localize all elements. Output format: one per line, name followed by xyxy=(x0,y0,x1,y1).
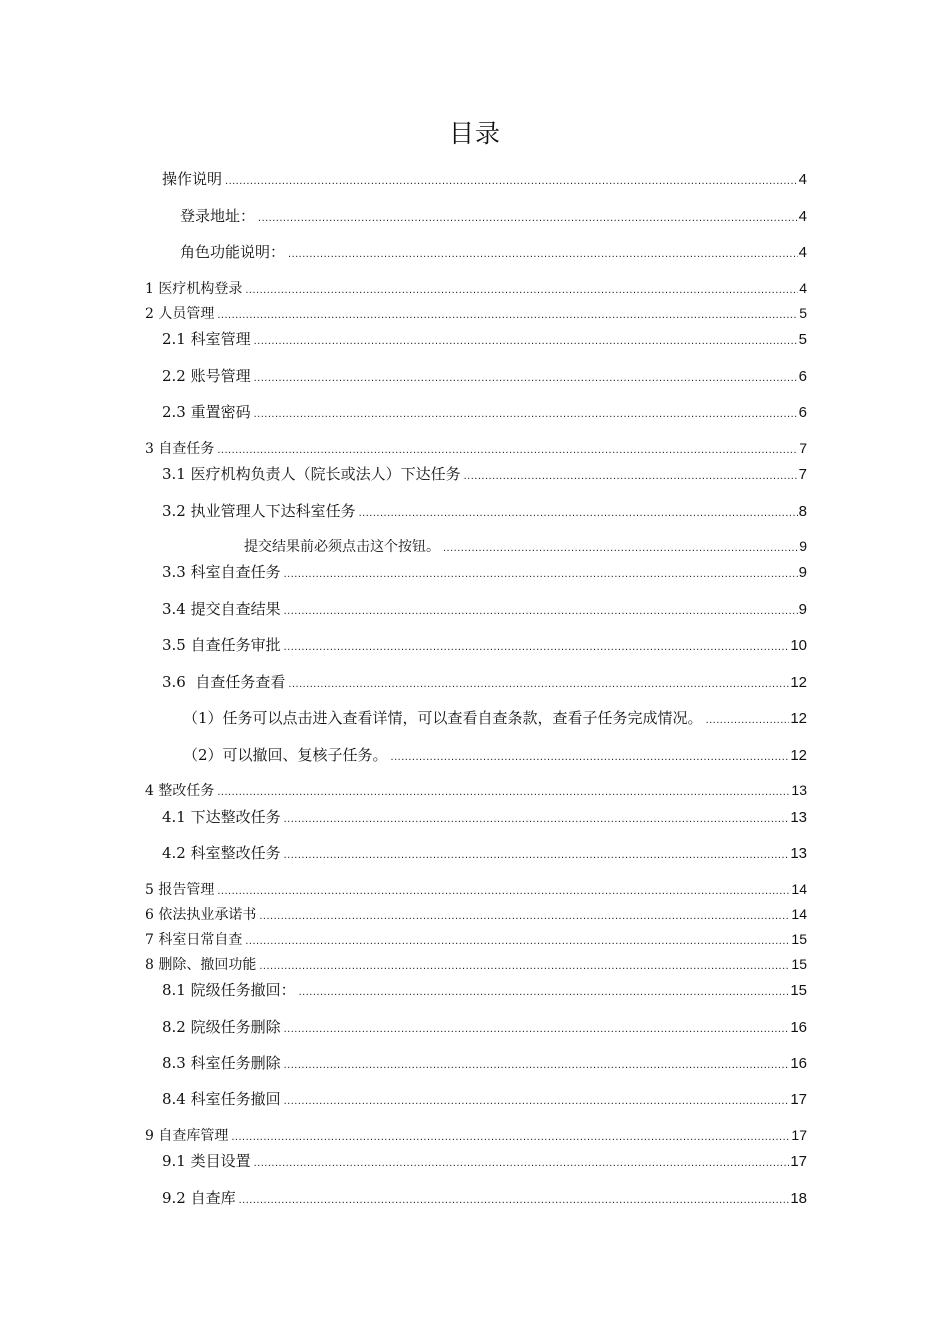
dot-leader xyxy=(288,245,798,263)
toc-page-number: 17 xyxy=(790,1153,807,1170)
toc-entry-section-3-5[interactable] xyxy=(162,636,807,654)
toc-entry-submit-button-note[interactable] xyxy=(244,537,807,555)
dot-leader xyxy=(217,882,790,900)
toc-page-number: 15 xyxy=(791,931,807,947)
toc-entry-section-9-1[interactable] xyxy=(162,1152,807,1170)
dot-leader xyxy=(706,711,790,729)
toc-page-number: 4 xyxy=(798,208,807,225)
dot-leader xyxy=(245,932,790,950)
toc-page-number: 14 xyxy=(791,881,807,897)
toc-entry-label: 2.1 科室管理 xyxy=(162,330,251,348)
dot-leader xyxy=(254,332,798,350)
toc-entry-section-8-1[interactable] xyxy=(162,981,807,999)
dot-leader xyxy=(284,810,790,828)
toc-entry-label: 3.4 提交自查结果 xyxy=(162,600,281,618)
toc-entry-label: 5 报告管理 xyxy=(145,882,215,898)
toc-entry-section-2-2[interactable] xyxy=(162,367,807,385)
dot-leader xyxy=(284,638,790,656)
toc-title: 目录 xyxy=(448,119,501,148)
toc-entry-label: 3.6 自查任务查看 xyxy=(162,673,286,691)
toc-entry-section-2-3[interactable] xyxy=(162,403,807,421)
toc-entry-role-functions[interactable] xyxy=(180,243,807,261)
toc-entry-section-3-3[interactable] xyxy=(162,563,807,581)
toc-page-number: 16 xyxy=(790,1019,807,1036)
toc-entry-section-4-1[interactable] xyxy=(162,808,807,826)
dot-leader xyxy=(239,1191,790,1209)
toc-page-number: 4 xyxy=(798,244,807,261)
dot-leader xyxy=(254,405,798,423)
toc-entry-login-address[interactable] xyxy=(180,207,807,225)
toc-page-number: 12 xyxy=(790,674,807,691)
toc-page-number: 9 xyxy=(798,601,807,618)
dot-leader xyxy=(464,467,798,485)
toc-page-number: 13 xyxy=(790,845,807,862)
toc-entry-section-9[interactable] xyxy=(145,1126,807,1144)
toc-entry-label: 8.3 科室任务删除 xyxy=(162,1054,281,1072)
dot-leader xyxy=(225,172,798,190)
dot-leader xyxy=(217,441,798,459)
dot-leader xyxy=(284,846,790,864)
toc-entry-section-7[interactable] xyxy=(145,930,807,948)
toc-entry-label: 8.2 院级任务删除 xyxy=(162,1018,281,1036)
toc-entry-section-8-2[interactable] xyxy=(162,1018,807,1036)
toc-entry-label: 登录地址： xyxy=(180,207,256,225)
toc-page-number: 17 xyxy=(791,1127,807,1143)
toc-page-number: 12 xyxy=(790,747,807,764)
toc-entry-section-4[interactable] xyxy=(145,781,807,799)
toc-entry-label: 7 科室日常自查 xyxy=(145,932,243,948)
toc-entry-operation-guide[interactable] xyxy=(162,170,807,188)
toc-page-number: 16 xyxy=(790,1055,807,1072)
toc-page-number: 15 xyxy=(790,982,807,999)
toc-entry-section-3[interactable] xyxy=(145,439,807,457)
toc-page-number: 14 xyxy=(791,906,807,922)
toc-entry-section-3-1[interactable] xyxy=(162,465,807,483)
dot-leader xyxy=(245,281,798,299)
toc-page-number: 7 xyxy=(799,440,807,456)
toc-entry-label: 2.2 账号管理 xyxy=(162,367,251,385)
toc-page-number: 6 xyxy=(798,368,807,385)
toc-page-number: 5 xyxy=(799,305,807,321)
toc-entry-section-8-3[interactable] xyxy=(162,1054,807,1072)
toc-entry-label: 3 自查任务 xyxy=(145,441,215,457)
toc-entry-section-6[interactable] xyxy=(145,905,807,923)
toc-entry-label: 8.4 科室任务撤回 xyxy=(162,1090,281,1108)
toc-entry-label: 4.2 科室整改任务 xyxy=(162,844,281,862)
toc-entry-section-5[interactable] xyxy=(145,880,807,898)
dot-leader xyxy=(288,675,789,693)
toc-page-number: 9 xyxy=(798,564,807,581)
toc-entry-label: 提交结果前必须点击这个按钮。 xyxy=(244,539,440,555)
toc-page-number: 4 xyxy=(798,171,807,188)
toc-page-number: 17 xyxy=(790,1091,807,1108)
dot-leader xyxy=(217,306,798,324)
dot-leader xyxy=(299,983,790,1001)
toc-entry-label: 4 整改任务 xyxy=(145,783,215,799)
toc-entry-withdraw-review-note[interactable] xyxy=(183,746,807,764)
toc-entry-label: 8 删除、撤回功能 xyxy=(145,957,257,973)
toc-entry-label: 3.5 自查任务审批 xyxy=(162,636,281,654)
toc-entry-section-3-2[interactable] xyxy=(162,502,807,520)
dot-leader xyxy=(284,1056,790,1074)
toc-entry-label: 角色功能说明： xyxy=(180,243,286,261)
toc-entry-label: 9.1 类目设置 xyxy=(162,1152,251,1170)
toc-entry-label: 3.2 执业管理人下达科室任务 xyxy=(162,502,356,520)
dot-leader xyxy=(231,1128,790,1146)
toc-page-number: 13 xyxy=(790,809,807,826)
toc-entry-section-4-2[interactable] xyxy=(162,844,807,862)
toc-entry-section-3-6[interactable] xyxy=(162,673,807,691)
toc-page-number: 18 xyxy=(790,1190,807,1207)
toc-entry-label: 9.2 自查库 xyxy=(162,1189,236,1207)
dot-leader xyxy=(217,783,790,801)
dot-leader xyxy=(284,1092,790,1110)
toc-entry-label: 4.1 下达整改任务 xyxy=(162,808,281,826)
dot-leader xyxy=(259,907,790,925)
toc-page-number: 8 xyxy=(798,503,807,520)
dot-leader xyxy=(284,602,798,620)
toc-page-number: 10 xyxy=(790,637,807,654)
toc-page-number: 12 xyxy=(790,710,807,727)
toc-entry-label: 8.1 院级任务撤回： xyxy=(162,981,296,999)
dot-leader xyxy=(258,209,798,227)
dot-leader xyxy=(391,748,790,766)
toc-entry-label: 3.1 医疗机构负责人（院长或法人）下达任务 xyxy=(162,465,461,483)
toc-entry-section-3-4[interactable] xyxy=(162,600,807,618)
toc-entry-section-8[interactable] xyxy=(145,955,807,973)
toc-page-number: 7 xyxy=(798,466,807,483)
dot-leader xyxy=(359,504,798,522)
dot-leader xyxy=(443,539,798,557)
dot-leader xyxy=(284,1020,790,1038)
toc-page-number: 13 xyxy=(791,782,807,798)
dot-leader xyxy=(284,565,798,583)
dot-leader xyxy=(259,957,790,975)
toc-page-number: 4 xyxy=(799,280,807,296)
toc-entry-section-9-2[interactable] xyxy=(162,1189,807,1207)
toc-entry-label: 1 医疗机构登录 xyxy=(145,281,243,297)
toc-entry-label: 3.3 科室自查任务 xyxy=(162,563,281,581)
toc-entry-section-8-4[interactable] xyxy=(162,1090,807,1108)
toc-entry-label: （1）任务可以点击进入查看详情，可以查看自查条款，查看子任务完成情况。 xyxy=(183,709,703,727)
toc-page-number: 6 xyxy=(798,404,807,421)
dot-leader xyxy=(254,1154,790,1172)
toc-entry-section-2-1[interactable] xyxy=(162,330,807,348)
toc-entry-label: 2.3 重置密码 xyxy=(162,403,251,421)
toc-entry-label: 9 自查库管理 xyxy=(145,1128,229,1144)
toc-entry-section-2[interactable] xyxy=(145,304,807,322)
toc-entry-label: （2）可以撤回、复核子任务。 xyxy=(183,746,388,764)
toc-page-number: 9 xyxy=(799,538,807,554)
toc-entry-view-details-note[interactable] xyxy=(183,709,807,727)
toc-entry-section-1[interactable] xyxy=(145,279,807,297)
toc-entry-label: 操作说明 xyxy=(162,170,223,188)
toc-page-number: 5 xyxy=(798,331,807,348)
toc-page-number: 15 xyxy=(791,956,807,972)
toc-entry-label: 2 人员管理 xyxy=(145,306,215,322)
dot-leader xyxy=(254,369,798,387)
toc-entry-label: 6 依法执业承诺书 xyxy=(145,907,257,923)
